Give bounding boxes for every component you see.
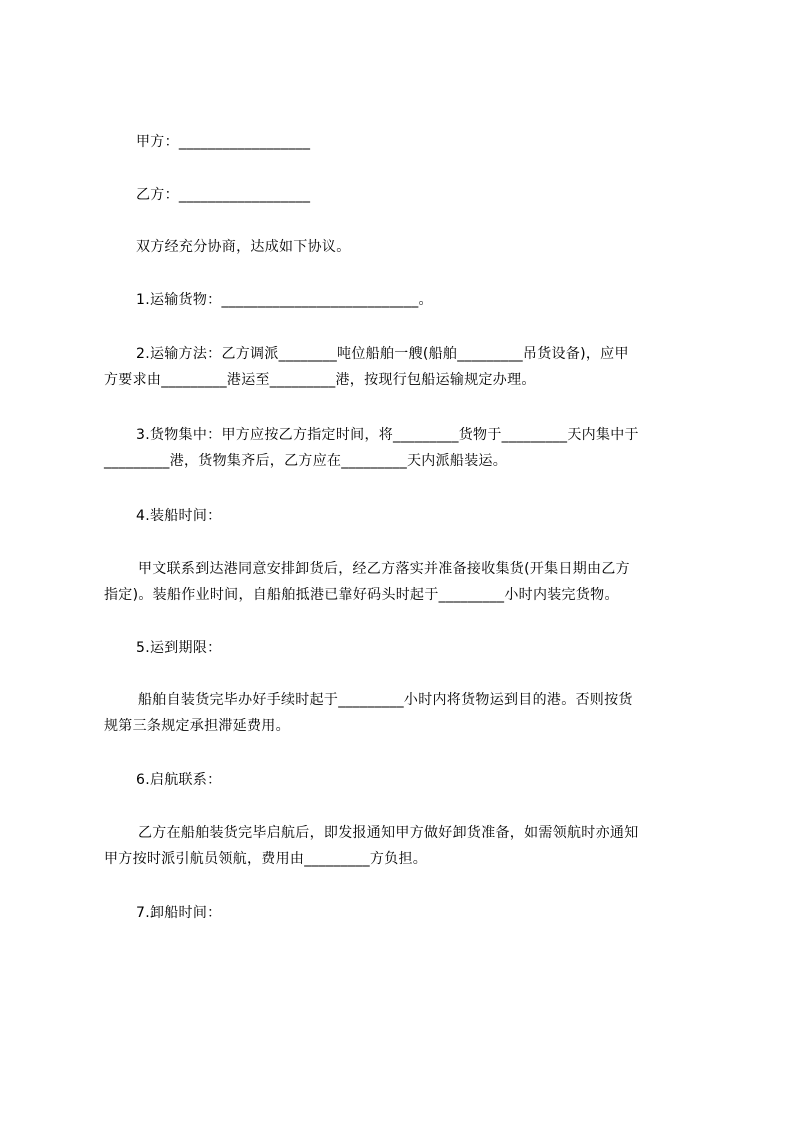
item-5-body [104,690,704,736]
item-4-line-1: 甲文联系到达港同意安排卸货后，经乙方落实并准备接收集货(开集日期由乙方 [138,561,630,577]
item-6-heading: 6.启航联系： [136,772,222,788]
item-1-cargo: 1.运输货物：___________________________。 [136,292,433,308]
item-6-line-1: 乙方在船舶装货完毕启航后，即发报通知甲方做好卸货准备，如需领航时亦通知 [138,825,639,841]
party-b-line: 乙方：__________________ [136,187,311,203]
item-3-collection [104,425,704,471]
item-4-body [104,559,704,605]
item-6-body [104,823,704,869]
item-7-heading: 7.卸船时间： [136,905,222,921]
item-4-line-2: 指定)。装船作业时间，自船舶抵港已靠好码头时起于_________小时内装完货物。 [104,587,619,603]
item-5-line-2: 规第三条规定承担滞延费用。 [104,718,290,734]
item-3-line-1: 3.货物集中：甲方应按乙方指定时间，将_________货物于_________天内集中于 [136,427,639,443]
item-5-heading: 5.运到期限： [136,640,222,656]
item-2-line-2: 方要求由_________港运至_________港，按现行包船运输规定办理。 [104,372,536,388]
item-3-line-2: _________港，货物集齐后，乙方应在_________天内派船装运。 [104,453,508,469]
item-5-line-1: 船舶自装货完毕办好手续时起于_________小时内将货物运到目的港。否则按货 [138,692,633,708]
item-2-line-1: 2.运输方法：乙方调派________吨位船舶一艘(船舶_________吊货设备)，应甲 [136,346,629,362]
item-2-method [104,344,704,390]
item-4-heading: 4.装船时间： [136,508,222,524]
intro-paragraph: 双方经充分协商，达成如下协议。 [136,239,351,255]
item-6-line-2: 甲方按时派引航员领航，费用由_________方负担。 [104,851,428,867]
party-a-line: 甲方：__________________ [136,134,311,150]
